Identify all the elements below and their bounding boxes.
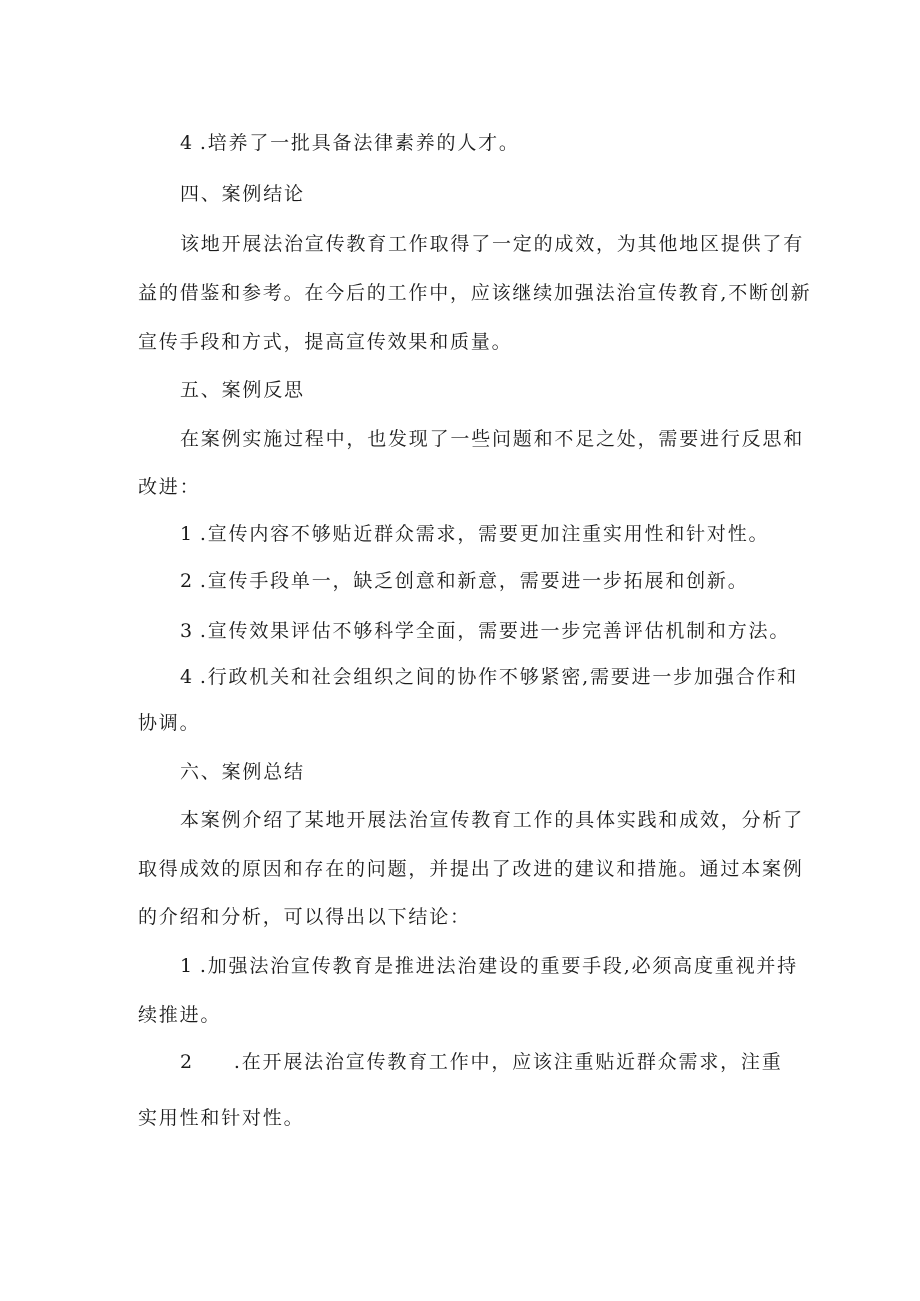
item-text: .加强法治宣传教育是推进法治建设的重要手段,必须高度重视并持 [199,955,798,977]
item-text: .培养了一批具备法律素养的人才。 [199,132,520,154]
reflection-item-4 [180,665,798,689]
item-continuation: 实用性和针对性。 [138,1107,305,1129]
item-number: 4 [180,666,194,688]
paragraph-line: 益的借鉴和参考。在今后的工作中，应该继续加强法治宣传教育,不断创新 [138,282,812,304]
item-number: 1 [180,523,194,545]
reflection-item-1 [180,522,769,546]
reflection-item-3 [180,619,790,643]
reflection-item-2 [180,569,749,593]
item-number: 1 [180,955,194,977]
item-text: .宣传效果评估不够科学全面，需要进一步完善评估机制和方法。 [199,620,791,642]
item-text: .宣传内容不够贴近群众需求，需要更加注重实用性和针对性。 [199,523,770,545]
section-heading-conclusion: 四、案例结论 [180,183,305,205]
paragraph-line: 改进： [138,476,201,498]
section-heading-summary: 六、案例总结 [180,761,305,783]
paragraph-line: 取得成效的原因和存在的问题，并提出了改进的建议和措施。通过本案例 [138,858,804,880]
paragraph-line: 宣传手段和方式，提高宣传效果和质量。 [138,331,513,353]
conclusion-item-2 [180,1050,783,1074]
item-number: 3 [180,620,194,642]
paragraph-line: 在案例实施过程中，也发现了一些问题和不足之处，需要进行反思和 [180,428,805,450]
item-number: 4 [180,132,194,154]
paragraph-line: 的介绍和分析，可以得出以下结论： [138,906,471,928]
item-continuation: 续推进。 [138,1004,222,1026]
result-item-4 [180,131,520,155]
item-number: 2 [180,1051,194,1073]
paragraph-line: 该地开展法治宣传教育工作取得了一定的成效，为其他地区提供了有 [180,233,805,255]
section-heading-reflection: 五、案例反思 [180,379,305,401]
item-text: .宣传手段单一，缺乏创意和新意，需要进一步拓展和创新。 [199,570,749,592]
item-continuation: 协调。 [138,712,201,734]
conclusion-item-1 [180,954,798,978]
paragraph-line: 本案例介绍了某地开展法治宣传教育工作的具体实践和成效，分析了 [180,809,805,831]
item-text: .行政机关和社会组织之间的协作不够紧密,需要进一步加强合作和 [199,666,798,688]
item-text: .在开展法治宣传教育工作中，应该注重贴近群众需求，注重 [233,1051,783,1073]
item-number: 2 [180,570,194,592]
